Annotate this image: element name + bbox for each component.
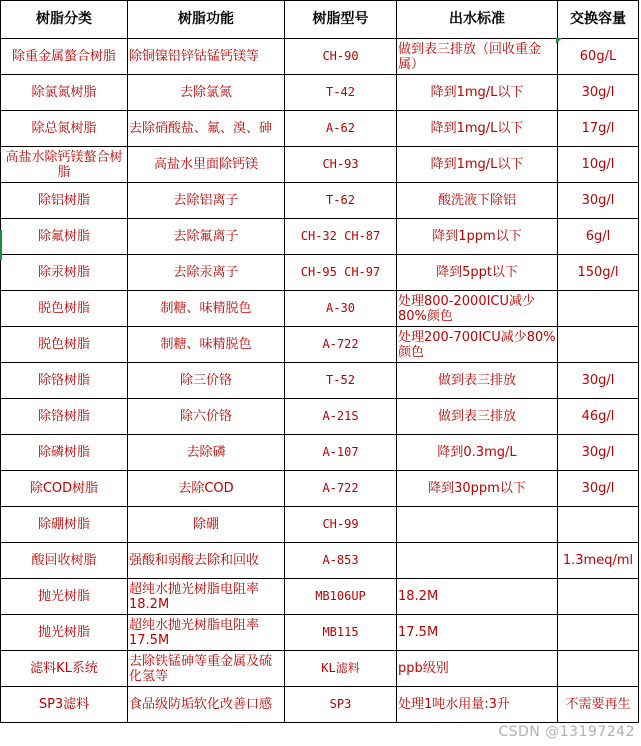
- cell-model[interactable]: MB115: [285, 615, 397, 651]
- cell-effluent-standard[interactable]: 降到1mg/L以下: [397, 147, 558, 183]
- cell-effluent-standard[interactable]: 酸洗液下除铝: [397, 183, 558, 219]
- cell-model[interactable]: CH-90: [285, 39, 397, 75]
- cell-model[interactable]: A-722: [285, 471, 397, 507]
- cell-function[interactable]: 强酸和弱酸去除和回收: [128, 543, 285, 579]
- cell-model[interactable]: T-52: [285, 363, 397, 399]
- table-row: [1, 435, 639, 471]
- cell-effluent-standard[interactable]: 降到1ppm以下: [397, 219, 558, 255]
- cell-category[interactable]: 除铝树脂: [1, 183, 128, 219]
- table-row: [1, 255, 639, 291]
- table-row: [1, 219, 639, 255]
- cell-model[interactable]: A-107: [285, 435, 397, 471]
- cell-exchange-capacity[interactable]: 30g/l: [558, 435, 639, 471]
- cell-effluent-standard[interactable]: [397, 507, 558, 543]
- cell-function[interactable]: 超纯水抛光树脂电阻率17.5M: [128, 615, 285, 651]
- cell-function[interactable]: 去除COD: [128, 471, 285, 507]
- cell-function[interactable]: 去除氟离子: [128, 219, 285, 255]
- cell-model[interactable]: A-21S: [285, 399, 397, 435]
- cell-exchange-capacity[interactable]: 60g/L: [558, 39, 639, 75]
- cell-exchange-capacity[interactable]: 30g/l: [558, 471, 639, 507]
- cell-exchange-capacity[interactable]: [558, 507, 639, 543]
- cell-category[interactable]: 抛光树脂: [1, 579, 128, 615]
- cell-effluent-standard[interactable]: 做到表三排放: [397, 363, 558, 399]
- cell-exchange-capacity[interactable]: 不需要再生: [558, 687, 639, 723]
- cell-function[interactable]: 除硼: [128, 507, 285, 543]
- cell-exchange-capacity[interactable]: 17g/l: [558, 111, 639, 147]
- table-body: [1, 39, 639, 723]
- cell-category[interactable]: 除铬树脂: [1, 363, 128, 399]
- selection-marker: [0, 230, 2, 260]
- table-row: [1, 183, 639, 219]
- cell-category[interactable]: 除氟树脂: [1, 219, 128, 255]
- cell-model[interactable]: T-42: [285, 75, 397, 111]
- cell-exchange-capacity[interactable]: 30g/l: [558, 75, 639, 111]
- header-exchange-capacity[interactable]: 交换容量: [558, 1, 639, 39]
- cell-category[interactable]: 除铬树脂: [1, 399, 128, 435]
- table-row: [1, 363, 639, 399]
- cell-model[interactable]: MB106UP: [285, 579, 397, 615]
- header-effluent-standard[interactable]: 出水标准: [397, 1, 558, 39]
- table-row: [1, 399, 639, 435]
- cell-exchange-capacity[interactable]: 46g/l: [558, 399, 639, 435]
- table-row: [1, 327, 639, 363]
- table-row: [1, 579, 639, 615]
- cell-category[interactable]: SP3滤料: [1, 687, 128, 723]
- table-row: [1, 75, 639, 111]
- cell-category[interactable]: 除磷树脂: [1, 435, 128, 471]
- cell-function[interactable]: 除铜镍铅锌钴锰钙镁等: [128, 39, 285, 75]
- table-row: [1, 543, 639, 579]
- table-row: [1, 147, 639, 183]
- table-row: [1, 687, 639, 723]
- header-category[interactable]: 树脂分类: [1, 1, 128, 39]
- cell-model[interactable]: T-62: [285, 183, 397, 219]
- cell-category[interactable]: 滤料KL系统: [1, 651, 128, 687]
- cell-effluent-standard[interactable]: 降到0.3mg/L: [397, 435, 558, 471]
- header-function[interactable]: 树脂功能: [128, 1, 285, 39]
- cell-function[interactable]: 食品级防垢软化改善口感: [128, 687, 285, 723]
- comment-indicator: [556, 38, 562, 44]
- cell-effluent-standard[interactable]: [397, 543, 558, 579]
- cell-effluent-standard[interactable]: 处理200-700ICU减少80%颜色: [397, 327, 558, 363]
- cell-effluent-standard[interactable]: 降到1mg/L以下: [397, 111, 558, 147]
- cell-function[interactable]: 除三价铬: [128, 363, 285, 399]
- cell-model[interactable]: SP3: [285, 687, 397, 723]
- cell-effluent-standard[interactable]: 处理1吨水用量:3升: [397, 687, 558, 723]
- cell-category[interactable]: 除重金属螯合树脂: [1, 39, 128, 75]
- cell-function[interactable]: 去除磷: [128, 435, 285, 471]
- cell-exchange-capacity[interactable]: 150g/l: [558, 255, 639, 291]
- header-model[interactable]: 树脂型号: [285, 1, 397, 39]
- cell-model[interactable]: CH-93: [285, 147, 397, 183]
- cell-model[interactable]: CH-95 CH-97: [285, 255, 397, 291]
- table-row: [1, 291, 639, 327]
- cell-category[interactable]: 酸回收树脂: [1, 543, 128, 579]
- cell-effluent-standard[interactable]: 降到30ppm以下: [397, 471, 558, 507]
- cell-effluent-standard[interactable]: 17.5M: [397, 615, 558, 651]
- cell-category[interactable]: 除汞树脂: [1, 255, 128, 291]
- cell-effluent-standard[interactable]: 做到表三排放（回收重金属）: [397, 39, 558, 75]
- cell-category[interactable]: 除硼树脂: [1, 507, 128, 543]
- watermark: CSDN @13197242: [498, 724, 635, 740]
- table-row: [1, 471, 639, 507]
- cell-function[interactable]: 去除铝离子: [128, 183, 285, 219]
- cell-category[interactable]: 除氯氮树脂: [1, 75, 128, 111]
- cell-model[interactable]: KL滤料: [285, 651, 397, 687]
- cell-exchange-capacity[interactable]: 1.3meq/ml: [558, 543, 639, 579]
- cell-function[interactable]: 去除汞离子: [128, 255, 285, 291]
- cell-function[interactable]: 高盐水里面除钙镁: [128, 147, 285, 183]
- cell-exchange-capacity[interactable]: 6g/l: [558, 219, 639, 255]
- cell-effluent-standard[interactable]: 18.2M: [397, 579, 558, 615]
- cell-category[interactable]: 高盐水除钙镁螯合树脂: [1, 147, 128, 183]
- cell-effluent-standard[interactable]: 降到5ppt以下: [397, 255, 558, 291]
- table-row: [1, 507, 639, 543]
- cell-function[interactable]: 去除氯氮: [128, 75, 285, 111]
- cell-model[interactable]: CH-99: [285, 507, 397, 543]
- table-row: [1, 615, 639, 651]
- cell-function[interactable]: 制糖、味精脱色: [128, 327, 285, 363]
- cell-exchange-capacity[interactable]: 30g/l: [558, 363, 639, 399]
- cell-model[interactable]: A-62: [285, 111, 397, 147]
- cell-effluent-standard[interactable]: 处理800-2000ICU减少80%颜色: [397, 291, 558, 327]
- cell-exchange-capacity[interactable]: 30g/l: [558, 183, 639, 219]
- cell-exchange-capacity[interactable]: [558, 651, 639, 687]
- cell-model[interactable]: CH-32 CH-87: [285, 219, 397, 255]
- cell-exchange-capacity[interactable]: [558, 327, 639, 363]
- cell-function[interactable]: 制糖、味精脱色: [128, 291, 285, 327]
- cell-model[interactable]: A-853: [285, 543, 397, 579]
- cell-category[interactable]: 除总氮树脂: [1, 111, 128, 147]
- cell-model[interactable]: A-30: [285, 291, 397, 327]
- cell-model[interactable]: A-722: [285, 327, 397, 363]
- cell-category[interactable]: 脱色树脂: [1, 327, 128, 363]
- cell-category[interactable]: 脱色树脂: [1, 291, 128, 327]
- cell-function[interactable]: 去除铁锰砷等重金属及硫化氢等: [128, 651, 285, 687]
- table-row: [1, 651, 639, 687]
- cell-effluent-standard[interactable]: 做到表三排放: [397, 399, 558, 435]
- cell-category[interactable]: 除COD树脂: [1, 471, 128, 507]
- cell-exchange-capacity[interactable]: [558, 291, 639, 327]
- cell-category[interactable]: 抛光树脂: [1, 615, 128, 651]
- table-row: [1, 39, 639, 75]
- cell-effluent-standard[interactable]: ppb级别: [397, 651, 558, 687]
- cell-effluent-standard[interactable]: 降到1mg/L以下: [397, 75, 558, 111]
- cell-function[interactable]: 除六价铬: [128, 399, 285, 435]
- cell-exchange-capacity[interactable]: 10g/l: [558, 147, 639, 183]
- cell-function[interactable]: 去除硝酸盐、氟、溴、砷: [128, 111, 285, 147]
- cell-exchange-capacity[interactable]: [558, 615, 639, 651]
- cell-exchange-capacity[interactable]: [558, 579, 639, 615]
- table-row: [1, 111, 639, 147]
- header-row: [1, 1, 639, 39]
- cell-function[interactable]: 超纯水抛光树脂电阻率18.2M: [128, 579, 285, 615]
